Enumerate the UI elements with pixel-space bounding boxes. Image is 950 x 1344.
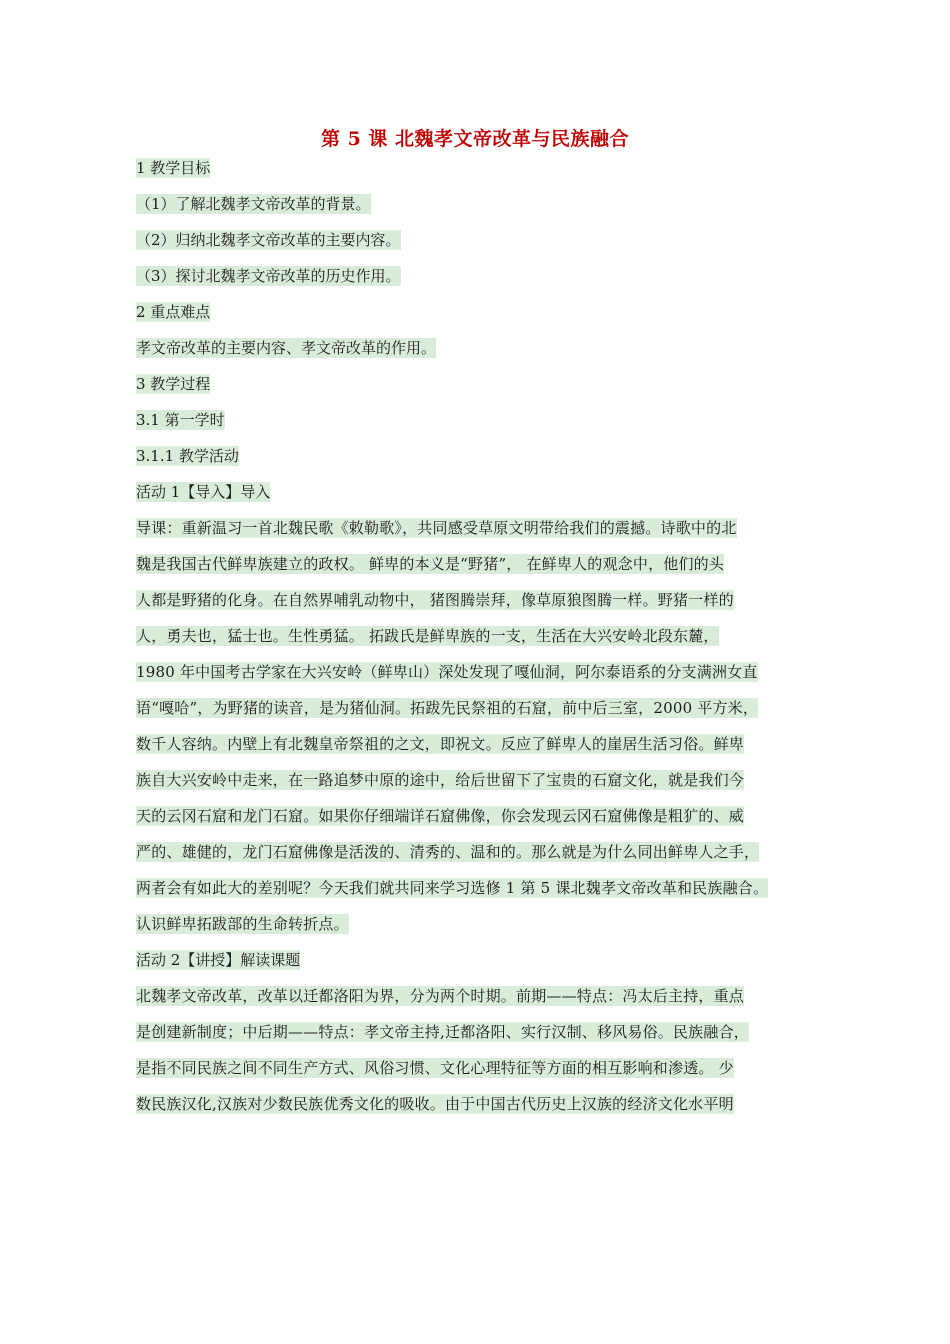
paragraph-line: 人都是野猪的化身。在自然界哺乳动物中， 猪图腾崇拜，像草原狼图腾一样。野猪一样的 bbox=[136, 591, 734, 609]
paragraph-line: 认识鲜卑拓跋部的生命转折点。 bbox=[136, 915, 349, 933]
subsection-heading: 3.1 第一学时 bbox=[136, 411, 225, 429]
document-title: 第 5 课 北魏孝文帝改革与民族融合 bbox=[320, 128, 630, 150]
paragraph-line: 天的云冈石窟和龙门石窟。如果你仔细端详石窟佛像，你会发现云冈石窟佛像是粗犷的、威 bbox=[136, 807, 745, 825]
objective-item: （3）探讨北魏孝文帝改革的历史作用。 bbox=[136, 267, 401, 285]
paragraph-line: 魏是我国古代鲜卑族建立的政权。 鲜卑的本义是“野猪”， 在鲜卑人的观念中，他们的头 bbox=[136, 555, 725, 573]
key-points-text: 孝文帝改革的主要内容、孝文帝改革的作用。 bbox=[136, 339, 437, 357]
document-body bbox=[136, 150, 816, 1122]
paragraph-line: 北魏孝文帝改革，改革以迁都洛阳为界，分为两个时期。前期——特点：冯太后主持，重点 bbox=[136, 987, 745, 1005]
activity-heading: 活动 2【讲授】解读课题 bbox=[136, 951, 301, 969]
paragraph-line: 数千人容纳。内壁上有北魏皇帝祭祖的之文，即祝文。反应了鲜卑人的崖居生活习俗。鲜卑 bbox=[136, 735, 745, 753]
paragraph-line: 是创建新制度；中后期——特点：孝文帝主持,迁都洛阳、实行汉制、移风易俗。民族融合， bbox=[136, 1023, 749, 1041]
paragraph-line: 导课：重新温习一首北魏民歌《敕勒歌》，共同感受草原文明带给我们的震撼。诗歌中的北 bbox=[136, 519, 737, 537]
paragraph-line: 数民族汉化,汉族对少数民族优秀文化的吸收。由于中国古代历史上汉族的经济文化水平明 bbox=[136, 1095, 734, 1113]
section-heading-process: 3 教学过程 bbox=[136, 375, 211, 393]
activity-heading: 活动 1【导入】导入 bbox=[136, 483, 271, 501]
paragraph-line: 语“嘎哈”，为野猪的读音，是为猪仙洞。拓跋先民祭祖的石窟，前中后三室，2000 平方米， bbox=[136, 699, 759, 717]
objective-item: （1）了解北魏孝文帝改革的背景。 bbox=[136, 195, 371, 213]
objective-item: （2）归纳北魏孝文帝改革的主要内容。 bbox=[136, 231, 401, 249]
section-heading-objectives: 1 教学目标 bbox=[136, 159, 211, 177]
paragraph-line: 族自大兴安岭中走来，在一路追梦中原的途中，给后世留下了宝贵的石窟文化，就是我们今 bbox=[136, 771, 745, 789]
activity1-paragraph bbox=[136, 510, 816, 942]
paragraph-line: 严的、雄健的，龙门石窟佛像是活泼的、清秀的、温和的。那么就是为什么同出鲜卑人之手， bbox=[136, 843, 760, 861]
subsection-heading: 3.1.1 教学活动 bbox=[136, 447, 239, 465]
paragraph-line: 是指不同民族之间不同生产方式、风俗习惯、文化心理特征等方面的相互影响和渗透。 少 bbox=[136, 1059, 734, 1077]
paragraph-line: 人，勇夫也，猛士也。生性勇猛。 拓跋氏是鲜卑族的一支，生活在大兴安岭北段东麓， bbox=[136, 627, 719, 645]
paragraph-line: 两者会有如此大的差别呢？今天我们就共同来学习选修 1 第 5 课北魏孝文帝改革和民族融合。 bbox=[136, 879, 769, 897]
activity2-paragraph bbox=[136, 978, 816, 1122]
section-heading-key-points: 2 重点难点 bbox=[136, 303, 211, 321]
paragraph-line: 1980 年中国考古学家在大兴安岭（鲜卑山）深处发现了嘎仙洞，阿尔泰语系的分支满洲女直 bbox=[136, 663, 758, 681]
